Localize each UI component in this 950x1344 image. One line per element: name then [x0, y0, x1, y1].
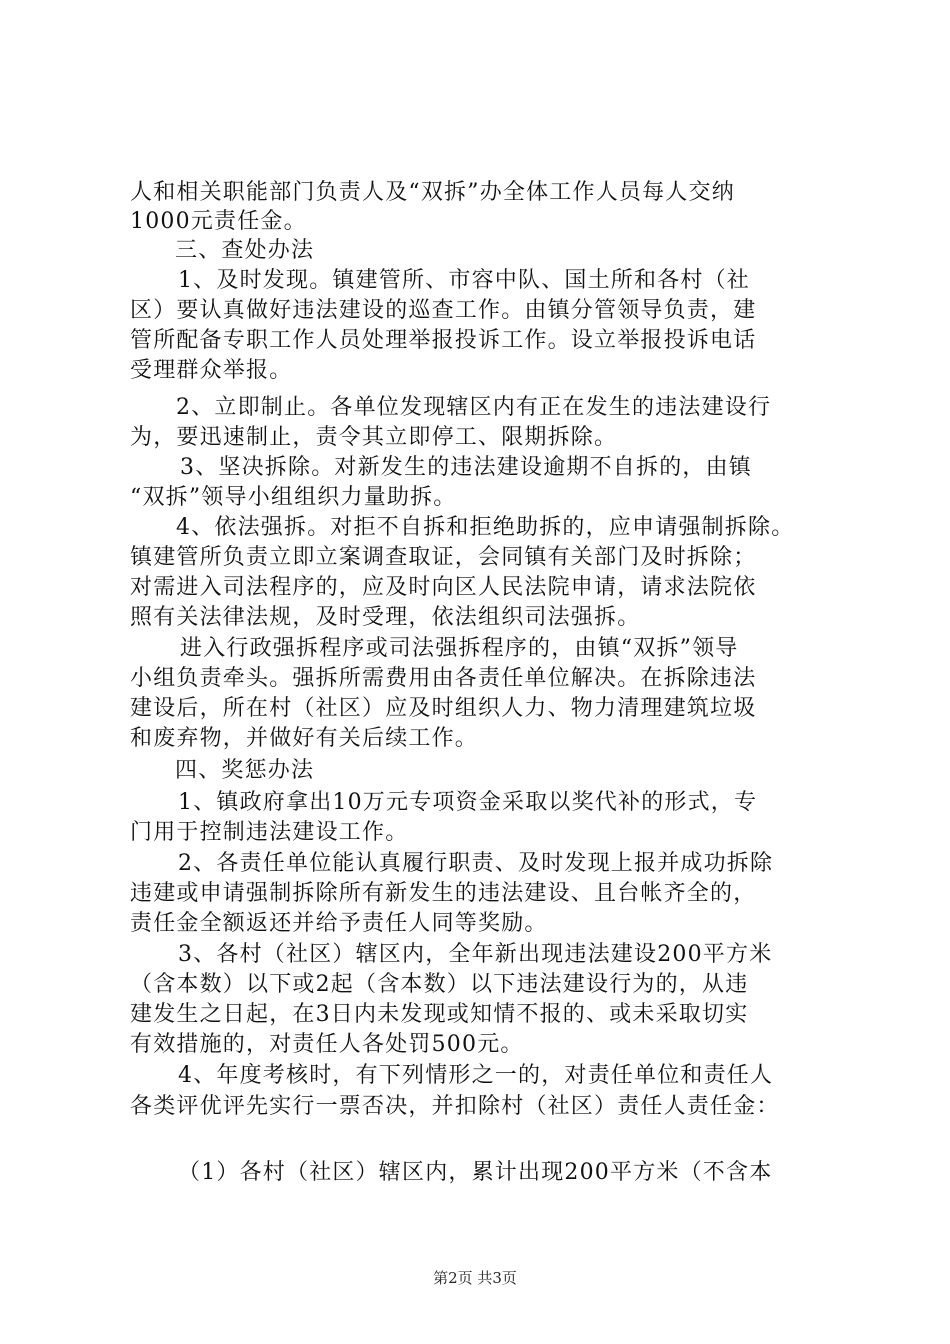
body-line-4: 1、及时发现。镇建管所、市容中队、国土所和各村（社	[178, 268, 750, 293]
body-line-19: 和废弃物，并做好有关后续工作。	[130, 726, 479, 751]
page-number-footer: 第2页 共3页	[433, 1269, 517, 1287]
body-line-23: 2、各责任单位能认真履行职责、及时发现上报并成功拆除	[178, 851, 774, 876]
body-line-28: 建发生之日起，在3日内未发现或知情不报的、或未采取切实	[130, 1002, 749, 1027]
body-line-8: 2、立即制止。各单位发现辖区内有正在发生的违法建设行	[176, 395, 772, 420]
body-line-10: 3、坚决拆除。对新发生的违法建设逾期不自拆的，由镇	[180, 455, 752, 480]
body-line-12: 4、依法强拆。对拒不自拆和拒绝助拆的，应申请强制拆除。	[176, 515, 795, 540]
body-line-15: 照有关法律法规，及时受理，依法组织司法强拆。	[130, 605, 641, 630]
section-heading-20: 四、奖惩办法	[175, 758, 315, 783]
body-line-22: 门用于控制违法建设工作。	[130, 820, 409, 845]
body-line-17: 小组负责牵头。强拆所需费用由各责任单位解决。在拆除违法	[130, 666, 757, 691]
body-line-26: 3、各村（社区）辖区内，全年新出现违法建设200平方米	[178, 942, 773, 967]
body-line-11: “双拆”领导小组组织力量助拆。	[130, 485, 457, 510]
body-line-31: 各类评优评先实行一票否决，并扣除村（社区）责任人责任金：	[130, 1094, 780, 1119]
body-line-1: 人和相关职能部门负责人及“双拆”办全体工作人员每人交纳	[130, 180, 735, 205]
body-line-30: 4、年度考核时，有下列情形之一的，对责任单位和责任人	[178, 1063, 774, 1088]
body-line-2: 1000元责任金。	[130, 209, 307, 234]
body-line-25: 责任金全额返还并给予责任人同等奖励。	[130, 911, 548, 936]
body-line-9: 为，要迅速制止，责令其立即停工、限期拆除。	[130, 425, 618, 450]
body-line-14: 对需进入司法程序的，应及时向区人民法院申请，请求法院依	[130, 575, 757, 600]
body-line-7: 受理群众举报。	[130, 358, 293, 383]
body-line-18: 建设后，所在村（社区）应及时组织人力、物力清理建筑垃圾	[130, 696, 757, 721]
body-line-24: 违建或申请强制拆除所有新发生的违法建设、且台帐齐全的，	[130, 881, 757, 906]
body-line-6: 管所配备专职工作人员处理举报投诉工作。设立举报投诉电话	[130, 328, 757, 353]
body-line-13: 镇建管所负责立即立案调查取证，会同镇有关部门及时拆除；	[130, 545, 757, 570]
body-line-29: 有效措施的，对责任人各处罚500元。	[130, 1032, 524, 1057]
body-line-21: 1、镇政府拿出10万元专项资金采取以奖代补的形式，专	[178, 790, 758, 815]
section-heading-3: 三、查处办法	[175, 238, 315, 263]
body-line-27: （含本数）以下或2起（含本数）以下违法建设行为的，从违	[130, 972, 749, 997]
body-line-16: 进入行政强拆程序或司法强拆程序的，由镇“双拆”领导	[180, 636, 739, 661]
body-line-32: （1）各村（社区）辖区内，累计出现200平方米（不含本	[178, 1160, 773, 1185]
body-line-5: 区）要认真做好违法建设的巡查工作。由镇分管领导负责，建	[130, 298, 757, 323]
